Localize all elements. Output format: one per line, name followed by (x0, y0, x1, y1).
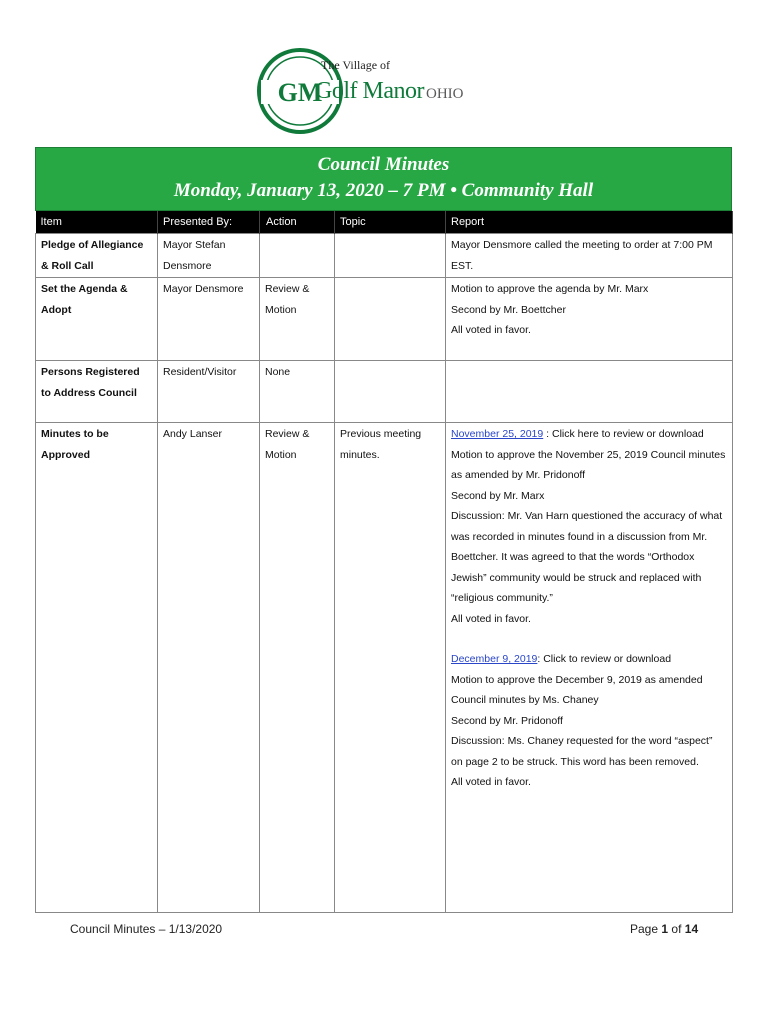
action-cell (260, 234, 335, 278)
header-report: Report (446, 211, 733, 234)
page-number (630, 922, 698, 936)
report-line: All voted in favor. (451, 612, 531, 625)
report-line: Discussion: Mr. Van Harn questioned the accuracy of what was recorded in minutes found in a discussion from Mr. Boettcher. It was agreed to that the words “Orthodox Jewish” community would be struck and replaced with “religious community.” (451, 510, 723, 604)
table-header-row (36, 211, 733, 234)
item-cell: Persons Registered to Address Council (36, 361, 158, 423)
logo-state-text: OHIO (425, 86, 464, 102)
report-line: All voted in favor. (451, 776, 531, 788)
report-line: Motion to approve the agenda by Mr. Marx (451, 283, 649, 295)
report-cell (446, 234, 733, 278)
item-cell: Pledge of Allegiance & Roll Call (36, 234, 158, 278)
table-row (36, 278, 733, 361)
report-cell (446, 423, 733, 913)
link-suffix: : Click here to review or download (543, 428, 704, 440)
presenter-cell: Resident/Visitor (158, 361, 260, 423)
action-cell: Review & Motion (260, 278, 335, 361)
november-minutes-link[interactable]: November 25, 2019 (451, 428, 544, 440)
topic-cell (335, 278, 446, 361)
monogram-text: GM (277, 78, 323, 107)
report-cell (446, 278, 733, 361)
table-row (36, 423, 733, 913)
topic-cell: Previous meeting minutes. (335, 423, 446, 913)
presenter-cell: Mayor Stefan Densmore (158, 234, 260, 278)
page-current: 1 (661, 922, 669, 936)
report-line: Discussion: Ms. Chaney requested for the word “aspect” on page 2 to be struck. This word has been removed. (451, 735, 713, 768)
report-line: Motion to approve the November 25, 2019 Council minutes as amended by Mr. Pridonoff (451, 448, 726, 481)
table-row (36, 234, 733, 278)
header-item: Item (36, 211, 158, 234)
header-action: Action (260, 211, 335, 234)
presenter-cell: Andy Lanser (158, 423, 260, 913)
table-row (36, 361, 733, 423)
report-line: All voted in favor. (451, 324, 531, 336)
page-total: 14 (684, 922, 699, 936)
topic-cell (335, 234, 446, 278)
header-presented-by: Presented By: (158, 211, 260, 234)
logo-small-text: The Village of (321, 58, 391, 72)
topic-cell (335, 361, 446, 423)
report-line: Mayor Densmore called the meeting to order at 7:00 PM EST. (451, 239, 713, 272)
report-line: Second by Mr. Boettcher (451, 303, 566, 316)
report-cell (446, 361, 733, 423)
page-label: Page (630, 922, 659, 936)
report-line: Second by Mr. Pridonoff (451, 714, 563, 727)
logo-wordmark (315, 78, 463, 105)
report-line: Motion to approve the December 9, 2019 as amended Council minutes by Ms. Chaney (451, 673, 703, 706)
minutes-link-line (451, 424, 727, 445)
of-label: of (671, 922, 682, 936)
link-suffix: : Click to review or download (537, 653, 672, 665)
village-logo (255, 46, 475, 142)
item-cell: Minutes to be Approved (36, 423, 158, 913)
logo-main-text: Golf Manor (315, 78, 424, 104)
action-cell: None (260, 361, 335, 423)
presenter-cell: Mayor Densmore (158, 278, 260, 361)
document-title: Council Minutes (317, 154, 450, 175)
action-cell: Review & Motion (260, 423, 335, 913)
december-minutes-link[interactable]: December 9, 2019 (451, 653, 538, 665)
minutes-table (35, 211, 733, 913)
title-banner (35, 147, 732, 211)
minutes-link-line (451, 649, 727, 670)
spacer (451, 629, 727, 649)
report-line: Second by Mr. Marx (451, 489, 545, 502)
header-topic: Topic (335, 211, 446, 234)
item-cell: Set the Agenda & Adopt (36, 278, 158, 361)
meeting-subtitle: Monday, January 13, 2020 – 7 PM • Community Hall (173, 180, 594, 201)
footer-title: Council Minutes – 1/13/2020 (70, 922, 223, 936)
